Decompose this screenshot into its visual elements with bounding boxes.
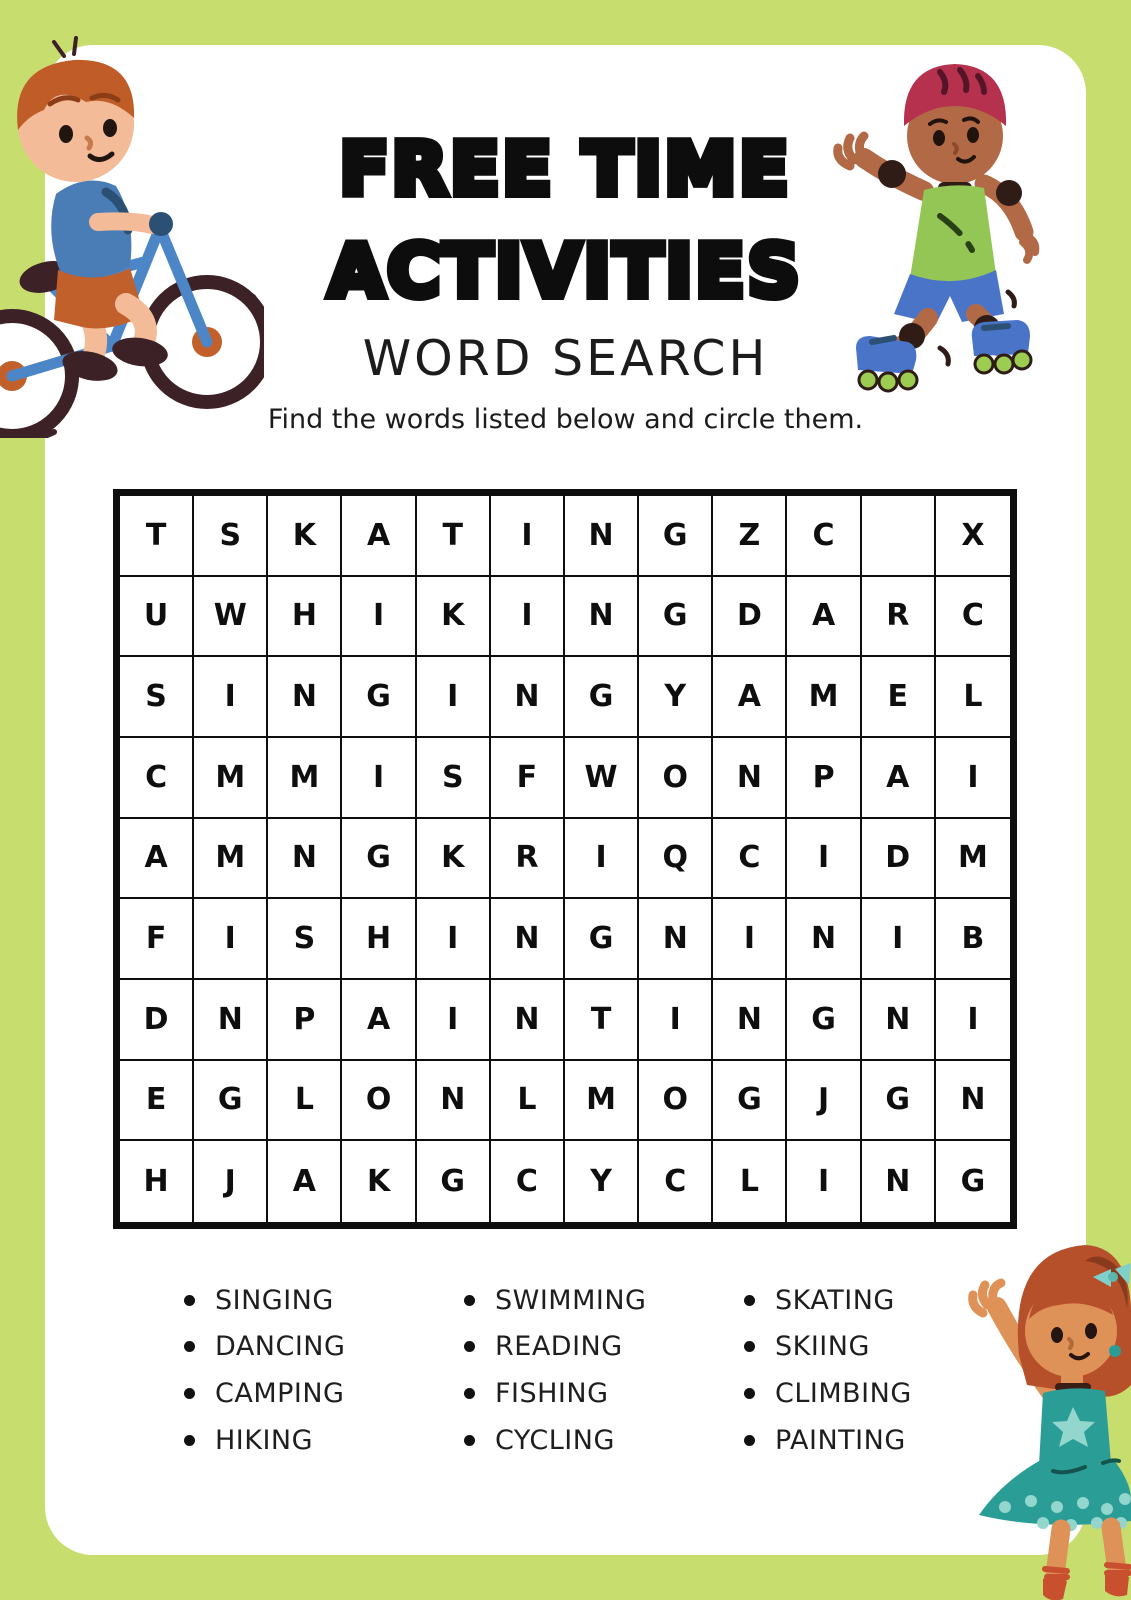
grid-cell: N (268, 819, 342, 900)
grid-cell: A (342, 496, 416, 577)
bullet-icon (184, 1341, 195, 1352)
word-list-item (184, 1277, 345, 1324)
grid-cell: I (936, 980, 1010, 1061)
word-list-item (464, 1417, 646, 1464)
word-list-item (744, 1324, 912, 1371)
word-list-column (744, 1277, 912, 1463)
grid-cell: N (194, 980, 268, 1061)
grid-cell: C (491, 1141, 565, 1222)
grid-cell: H (342, 899, 416, 980)
grid-cell: O (639, 738, 713, 819)
grid-cell: N (491, 899, 565, 980)
grid-cell: U (120, 577, 194, 658)
grid-cell: G (787, 980, 861, 1061)
grid-cell: D (713, 577, 787, 658)
bullet-icon (744, 1341, 755, 1352)
boy-riding-bicycle-illustration (0, 34, 264, 438)
grid-cell: I (713, 899, 787, 980)
grid-cell: S (120, 657, 194, 738)
word-label: READING (495, 1331, 623, 1363)
grid-cell: T (120, 496, 194, 577)
grid-cell: I (639, 980, 713, 1061)
word-label: SKATING (775, 1284, 895, 1316)
word-list-column (464, 1277, 646, 1463)
grid-cell: N (417, 1061, 491, 1142)
word-label: CLIMBING (775, 1377, 912, 1409)
grid-cell: E (862, 657, 936, 738)
boy-rollerblading-illustration (812, 56, 1047, 408)
grid-cell: D (120, 980, 194, 1061)
grid-cell: I (417, 980, 491, 1061)
grid-cell: I (491, 496, 565, 577)
grid-cell: R (862, 577, 936, 658)
grid-cell: W (194, 577, 268, 658)
grid-cell: M (565, 1061, 639, 1142)
grid-cell: L (713, 1141, 787, 1222)
grid-cell: I (417, 657, 491, 738)
grid-cell: G (342, 819, 416, 900)
grid-cell: A (342, 980, 416, 1061)
bullet-icon (744, 1435, 755, 1446)
grid-cell: C (713, 819, 787, 900)
grid-cell: Y (565, 1141, 639, 1222)
grid-cell: I (787, 1141, 861, 1222)
grid-cell-empty (862, 496, 936, 577)
bullet-icon (464, 1295, 475, 1306)
grid-cell: N (639, 899, 713, 980)
grid-cell: W (565, 738, 639, 819)
word-label: SINGING (215, 1284, 334, 1316)
grid-cell: N (491, 657, 565, 738)
grid-cell: I (194, 657, 268, 738)
grid-cell: A (787, 577, 861, 658)
grid-cell: M (787, 657, 861, 738)
grid-cell: M (936, 819, 1010, 900)
word-label: SKIING (775, 1331, 870, 1363)
word-label: CYCLING (495, 1424, 615, 1456)
word-search-grid (113, 489, 1017, 1229)
grid-cell: H (268, 577, 342, 658)
grid-cell: S (194, 496, 268, 577)
grid-cell: T (565, 980, 639, 1061)
grid-cell: O (342, 1061, 416, 1142)
grid-cell: Q (639, 819, 713, 900)
grid-cell: S (417, 738, 491, 819)
grid-cell: G (960, 1164, 986, 1200)
grid-cell: O (639, 1061, 713, 1142)
grid-cell: G (194, 1061, 268, 1142)
grid-cell: I (417, 899, 491, 980)
grid-cell: N (713, 738, 787, 819)
grid-cell: I (342, 738, 416, 819)
grid-cell: B (936, 899, 1010, 980)
grid-cell: Y (639, 657, 713, 738)
title-line-1: FREE TIME (339, 127, 792, 211)
grid-cell: F (120, 899, 194, 980)
grid-cell: G (639, 577, 713, 658)
grid-cell: I (787, 819, 861, 900)
bullet-icon (744, 1388, 755, 1399)
grid-cell: N (565, 577, 639, 658)
subtitle: WORD SEARCH (362, 330, 769, 387)
grid-cell: C (120, 738, 194, 819)
grid-cell: L (268, 1061, 342, 1142)
word-label: CAMPING (215, 1377, 345, 1409)
word-list-item (464, 1277, 646, 1324)
grid-cell: E (120, 1061, 194, 1142)
grid-cell: N (787, 899, 861, 980)
grid-cell: G (639, 496, 713, 577)
grid-cell: J (194, 1141, 268, 1222)
grid-cell: P (268, 980, 342, 1061)
grid-cell: F (491, 738, 565, 819)
grid-cell: M (194, 819, 268, 900)
grid-cell: N (713, 980, 787, 1061)
grid-cell: L (491, 1061, 565, 1142)
grid-cell: N (268, 657, 342, 738)
grid-cell: N (565, 496, 639, 577)
grid-cell: X (936, 496, 1010, 577)
grid-cell: D (862, 819, 936, 900)
grid-cell: G (342, 657, 416, 738)
word-label: DANCING (215, 1331, 346, 1363)
grid-cell: M (268, 738, 342, 819)
word-list-item (184, 1324, 345, 1371)
grid-cell: K (342, 1141, 416, 1222)
girl-dancing-illustration (935, 1235, 1131, 1600)
grid-cell: T (417, 496, 491, 577)
grid-cell: H (120, 1141, 194, 1222)
grid-cell: G (565, 657, 639, 738)
grid-cell: K (417, 577, 491, 658)
word-list-item (464, 1324, 646, 1371)
grid-cell: M (194, 738, 268, 819)
bullet-icon (184, 1295, 195, 1306)
grid-cell: K (268, 496, 342, 577)
grid-cell: Z (713, 496, 787, 577)
instruction-text: Find the words listed below and circle them. (267, 404, 864, 435)
grid-cell: S (268, 899, 342, 980)
grid-cell: N (936, 1061, 1010, 1142)
grid-cell: N (862, 1141, 936, 1222)
grid-cell: A (713, 657, 787, 738)
grid-cell: I (936, 738, 1010, 819)
bullet-icon (464, 1435, 475, 1446)
bullet-icon (464, 1388, 475, 1399)
word-list-item (744, 1277, 912, 1324)
grid-cell: I (862, 899, 936, 980)
title-line-2: ACTIVITIES (328, 229, 803, 313)
bullet-icon (464, 1341, 475, 1352)
word-list-item (184, 1417, 345, 1464)
grid-cell: A (120, 819, 194, 900)
word-label: FISHING (495, 1377, 609, 1409)
grid-cell: L (936, 657, 1010, 738)
grid-cell: A (862, 738, 936, 819)
grid-cell: A (268, 1141, 342, 1222)
grid-cell: C (936, 577, 1010, 658)
word-list-column (184, 1277, 345, 1463)
bullet-icon (744, 1295, 755, 1306)
grid-cell: G (417, 1141, 491, 1222)
word-label: SWIMMING (495, 1284, 647, 1316)
word-list-item (744, 1417, 912, 1464)
grid-cell: K (417, 819, 491, 900)
grid-cell: I (565, 819, 639, 900)
grid-cell: J (787, 1061, 861, 1142)
grid-cell: N (491, 980, 565, 1061)
grid-cell: I (342, 577, 416, 658)
grid-cell: P (787, 738, 861, 819)
grid-cell: C (639, 1141, 713, 1222)
grid-cell: I (194, 899, 268, 980)
grid-cell: R (491, 819, 565, 900)
bullet-icon (184, 1435, 195, 1446)
grid-cell: G (862, 1061, 936, 1142)
word-list-item (464, 1370, 646, 1417)
grid-cell: C (787, 496, 861, 577)
word-list-item (744, 1370, 912, 1417)
word-label: PAINTING (775, 1424, 906, 1456)
word-list-item (184, 1370, 345, 1417)
bullet-icon (184, 1388, 195, 1399)
grid-cell: G (565, 899, 639, 980)
word-label: HIKING (215, 1424, 314, 1456)
grid-cell: G (713, 1061, 787, 1142)
grid-cell: I (491, 577, 565, 658)
grid-cell: N (862, 980, 936, 1061)
